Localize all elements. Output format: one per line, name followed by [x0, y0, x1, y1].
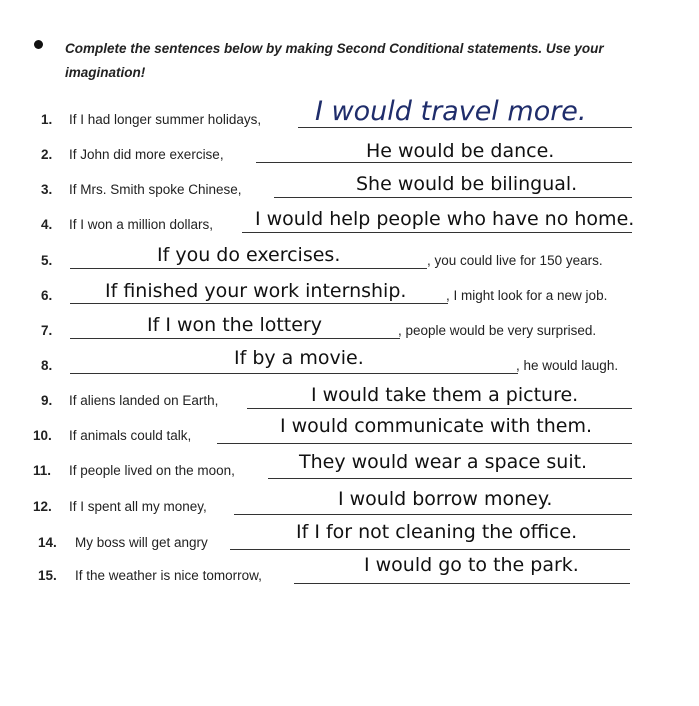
item-number: 6. — [41, 288, 53, 303]
answer-text: If I for not cleaning the office. — [296, 521, 578, 543]
answer-blank — [242, 232, 632, 233]
item-number: 14. — [38, 535, 57, 550]
answer-blank — [70, 268, 427, 269]
answer-text: If I won the lottery — [147, 314, 322, 336]
item-suffix: , people would be very surprised. — [398, 323, 597, 338]
item-prompt: If John did more exercise, — [69, 147, 224, 162]
answer-blank — [217, 443, 632, 444]
answer-text: If finished your work internship. — [105, 280, 407, 302]
item-prompt: If I won a million dollars, — [69, 217, 214, 232]
answer-text: If by a movie. — [234, 347, 364, 369]
answer-text: She would be bilingual. — [356, 173, 578, 195]
bullet-icon — [34, 40, 43, 49]
answer-text: I would help people who have no home. — [255, 208, 635, 230]
item-suffix: , he would laugh. — [516, 358, 619, 373]
answer-blank — [274, 197, 632, 198]
item-number: 15. — [38, 568, 57, 583]
answer-text: I would go to the park. — [364, 554, 579, 576]
item-prompt: If I spent all my money, — [69, 499, 207, 514]
item-prompt: If I had longer summer holidays, — [69, 112, 262, 127]
answer-blank — [256, 162, 632, 163]
item-number: 11. — [33, 463, 52, 478]
item-prompt: If Mrs. Smith spoke Chinese, — [69, 182, 242, 197]
instructions: Complete the sentences below by making Second Conditional statements. Use your imagination! — [65, 41, 604, 80]
item-number: 9. — [41, 393, 53, 408]
answer-text: He would be dance. — [366, 140, 555, 162]
answer-blank — [70, 303, 448, 304]
answer-blank — [234, 514, 632, 515]
item-prompt: If aliens landed on Earth, — [69, 393, 219, 408]
item-prompt: My boss will get angry — [75, 535, 208, 550]
item-number: 8. — [41, 358, 53, 373]
answer-text: I would take them a picture. — [311, 384, 579, 406]
answer-blank — [70, 338, 400, 339]
item-number: 12. — [33, 499, 52, 514]
answer-text: I would communicate with them. — [280, 415, 593, 437]
item-number: 1. — [41, 112, 53, 127]
answer-text: I would travel more. — [315, 96, 587, 127]
item-number: 7. — [41, 323, 53, 338]
item-prompt: If animals could talk, — [69, 428, 192, 443]
item-suffix: , you could live for 150 years. — [427, 253, 603, 268]
item-number: 2. — [41, 147, 53, 162]
answer-blank — [294, 583, 630, 584]
answer-text: If you do exercises. — [157, 244, 341, 266]
item-number: 5. — [41, 253, 53, 268]
item-prompt: If the weather is nice tomorrow, — [75, 568, 262, 583]
answer-text: They would wear a space suit. — [299, 451, 588, 473]
item-suffix: , I might look for a new job. — [446, 288, 608, 303]
answer-blank — [298, 127, 632, 128]
item-prompt: If people lived on the moon, — [69, 463, 235, 478]
answer-blank — [268, 478, 632, 479]
answer-blank — [247, 408, 632, 409]
answer-text: I would borrow money. — [338, 488, 553, 510]
answer-blank — [70, 373, 518, 374]
item-number: 3. — [41, 182, 53, 197]
item-number: 4. — [41, 217, 53, 232]
answer-blank — [230, 549, 630, 550]
item-number: 10. — [33, 428, 52, 443]
